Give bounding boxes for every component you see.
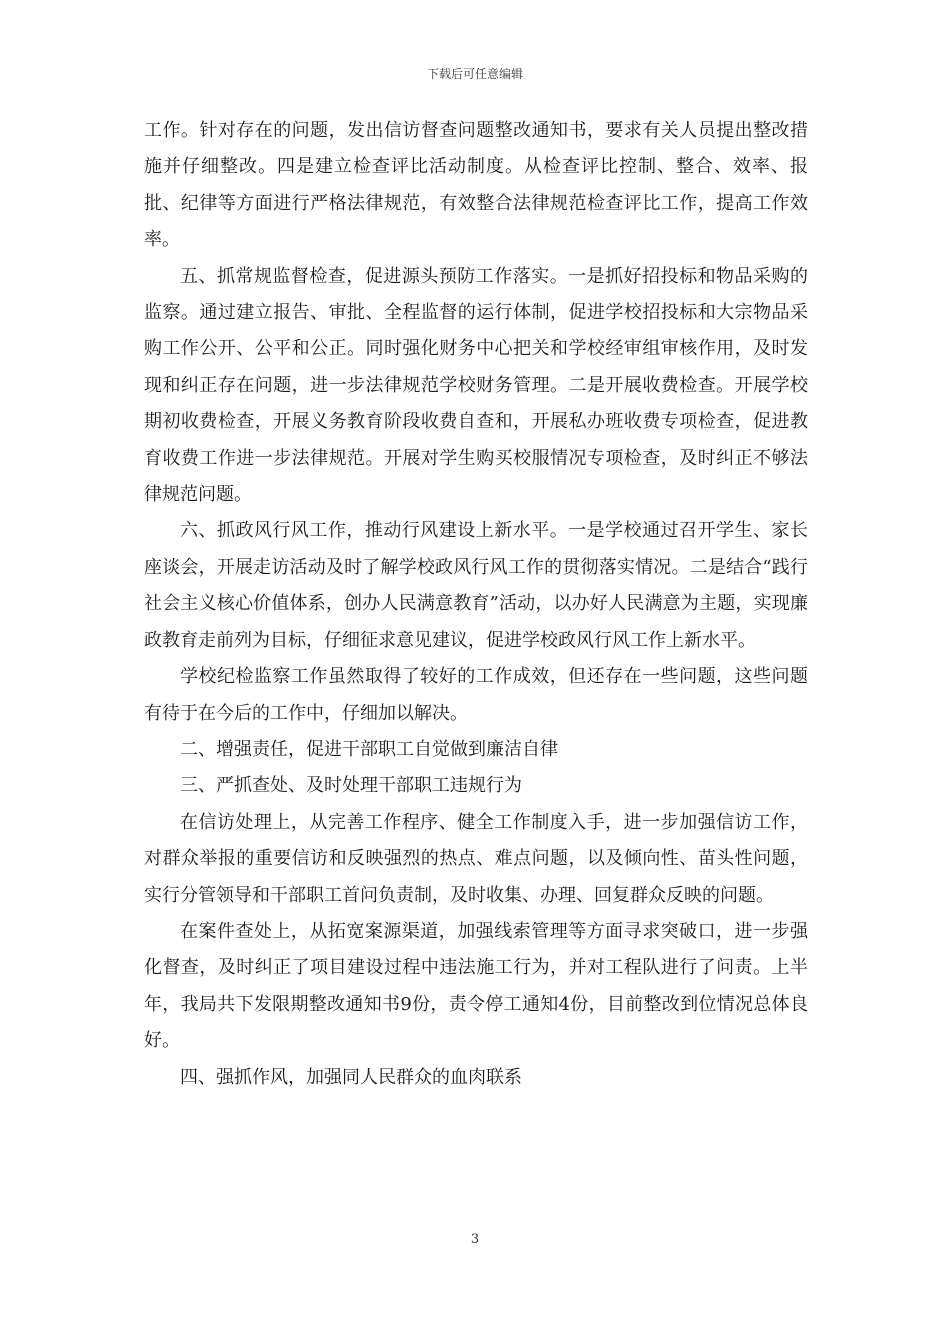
heading-section-four: 四、强抓作风，加强同人民群众的血肉联系 [180, 1066, 522, 1088]
paragraph-summary: 学校纪检监察工作虽然取得了较好的工作成效，但还存在一些问题，这些问题有待于在今后的工作中，仔细加以解决。 [144, 666, 808, 724]
paragraph-continuation: 工作。针对存在的问题，发出信访督查问题整改通知书，要求有关人员提出整改措施并仔细整改。四是建立检查评比活动制度。从检查评比控制、整合、效率、报批、纪律等方面进行严格法律规范，有效整合法律规范检查评比工作，提高工作效率。 [144, 120, 808, 251]
paragraph-section-five: 五、抓常规监督检查，促进源头预防工作落实。一是抓好招投标和物品采购的监察。通过建立报告、审批、全程监督的运行体制，促进学校招投标和大宗物品采购工作公开、公平和公正。同时强化财务中心把关和学校经审组审核作用，及时发现和纠正存在问题，进一步法律规范学校财务管理。二是开展收费检查。开展学校期初收费检查，开展义务教育阶段收费自查和，开展私办班收费专项检查，促进教育收费工作进一步法律规范。开展对学生购买校服情况专项检查，及时纠正不够法律规范问题。 [144, 265, 808, 506]
page-number: 3 [470, 1232, 480, 1247]
document-body [144, 113, 808, 1096]
paragraph-petition-handling: 在信访处理上，从完善工作程序、健全工作制度入手，进一步加强信访工作，对群众举报的重要信访和反映强烈的热点、难点问题，以及倾向性、苗头性问题，实行分管领导和干部职工首问负责制，及时收集、办理、回复群众反映的问题。 [144, 811, 808, 906]
heading-section-two: 二、增强责任，促进干部职工自觉做到廉洁自律 [180, 738, 558, 760]
paragraph-section-six: 六、抓政风行风工作，推动行风建设上新水平。一是学校通过召开学生、家长座谈会，开展走访活动及时了解学校政风行风工作的贯彻落实情况。二是结合“践行社会主义核心价值体系，创办人民满意教育”活动，以办好人民满意为主题，实现廉政教育走前列为目标，仔细征求意见建议，促进学校政风行风工作上新水平。 [144, 520, 808, 651]
page-header: 下载后可任意编辑 [426, 67, 523, 81]
paragraph-case-investigation: 在案件查处上，从拓宽案源渠道，加强线索管理等方面寻求突破口，进一步强化督查，及时纠正了项目建设过程中违法施工行为，并对工程队进行了问责。上半年，我局共下发限期整改通知书9份，责令停工通知4份，目前整改到位情况总体良好。 [144, 920, 808, 1052]
heading-section-three: 三、严抓查处、及时处理干部职工违规行为 [180, 775, 522, 797]
